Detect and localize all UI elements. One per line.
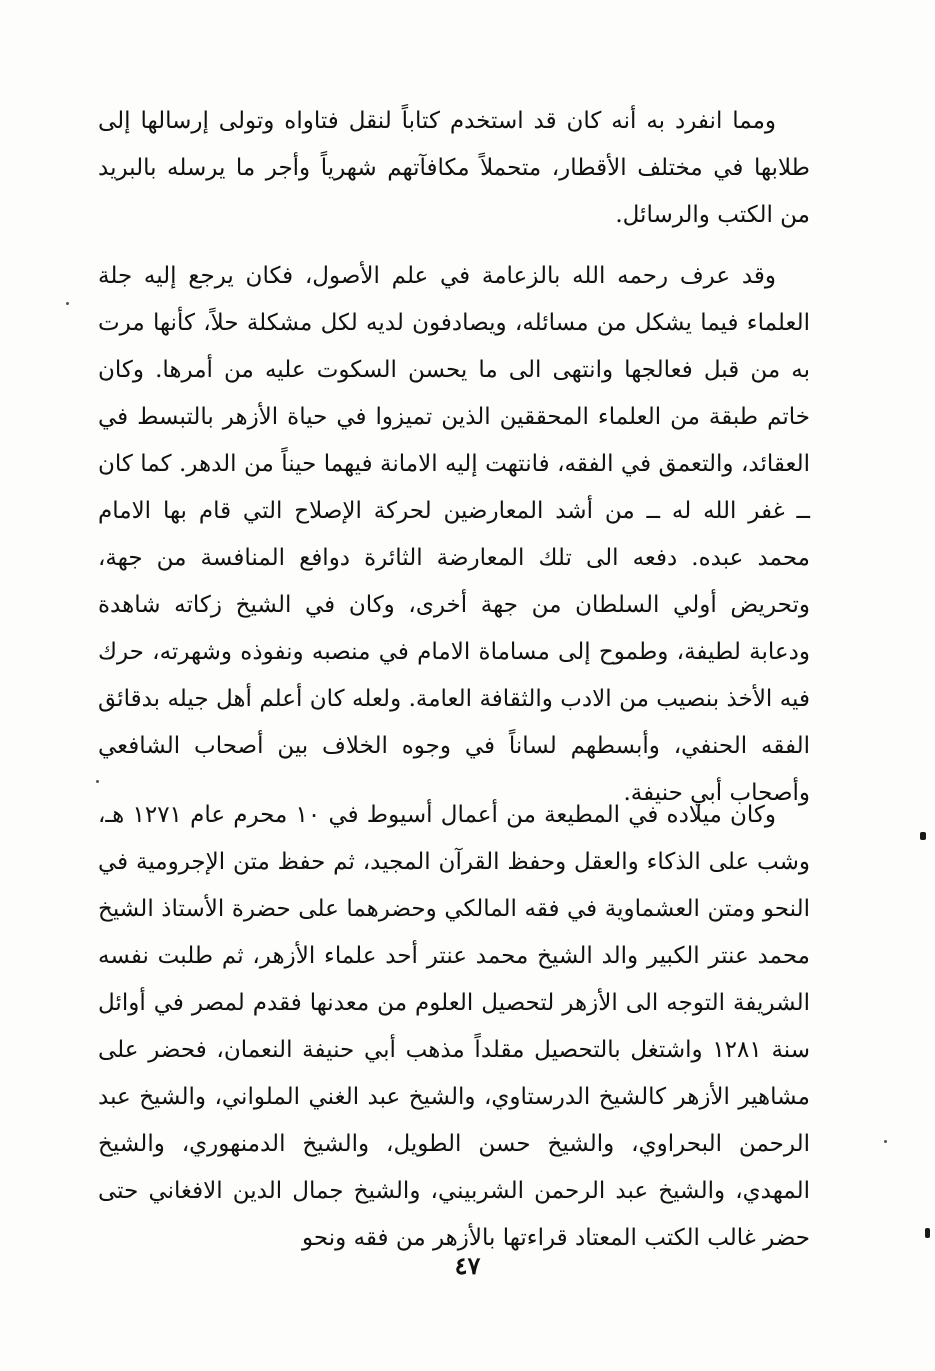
scan-speck xyxy=(66,302,69,305)
paragraph-fatwa-correspondence xyxy=(98,98,810,239)
scan-speck xyxy=(96,780,99,783)
paragraph-text: وكان ميلاده في المطيعة من أعمال أسيوط في ١٠ محرم عام ١٢٧١ هـ، وشب على الذكاء والعقل وحفظ القرآن المجيد، ثم حفظ متن الإجرومية في النحو ومتن العشماوية في فقه المالكي وحضرهما على حضرة الأستاذ الشيخ محمد عنتر الكبير والد الشيخ محمد عنتر أحد علماء الأزهر، ثم طلبت نفسه الشريفة التوجه الى الأزهر لتحصيل العلوم من معدنها فقدم لمصر في أوائل سنة ١٢٨١ واشتغل بالتحصيل مقلداً مذهب أبي حنيفة النعمان، فحضر على مشاهير الأزهر كالشيخ الدرستاوي، والشيخ عبد الغني الملواني، والشيخ عبد الرحمن البحراوي، والشيخ حسن الطويل، والشيخ الدمنهوري، والشيخ المهدي، والشيخ عبد الرحمن الشربيني، والشيخ جمال الدين الافغاني حتى حضر غالب الكتب المعتاد قراءتها بالأزهر من فقه ونحو xyxy=(98,802,811,1251)
page-number: ٤٧ xyxy=(454,1251,481,1280)
scan-mark xyxy=(920,832,926,840)
scan-mark xyxy=(925,1228,930,1238)
scan-speck xyxy=(884,1140,887,1143)
paragraph-text: وقد عرف رحمه الله بالزعامة في علم الأصول، فكان يرجع إليه جلة العلماء فيما يشكل من مسائله، ويصادفون لديه لكل مشكلة حلاً، كأنها مرت به من قبل فعالجها وانتهى الى ما يحسن السكوت عليه من أمرها. وكان خاتم طبقة من العلماء المحققين الذين تميزوا في حياة الأزهر بالتبسط في العقائد، والتعمق في الفقه، فانتهت إليه الامانة فيهما حيناً من الدهر. كما كان ــ غفر الله له ــ من أشد المعارضين لحركة الإصلاح التي قام بها الامام محمد عبده. دفعه الى تلك المعارضة الثائرة دوافع المنافسة من جهة، وتحريض أولي السلطان من جهة أخرى، وكان في الشيخ زكاته شاهدة ودعابة لطيفة، وطموح إلى مساماة الامام في منصبه ونفوذه وشهرته، حرك فيه الأخذ بنصيب من الادب والثقافة العامة. ولعله كان أعلم أهل جيله بدقائق الفقه الحنفي، وأبسطهم لساناً في وجوه الخلاف بين أصحاب الشافعي وأصحاب أبي حنيفة. xyxy=(98,263,810,806)
paragraph-scholarship xyxy=(98,253,810,817)
paragraph-text: ومما انفرد به أنه كان قد استخدم كتاباً لنقل فتاواه وتولى إرسالها إلى طلابها في مختلف الأقطار، متحملاً مكافآتهم شهرياً وأجر ما يرسله بالبريد من الكتب والرسائل. xyxy=(98,108,810,228)
paragraph-biography xyxy=(98,792,810,1262)
